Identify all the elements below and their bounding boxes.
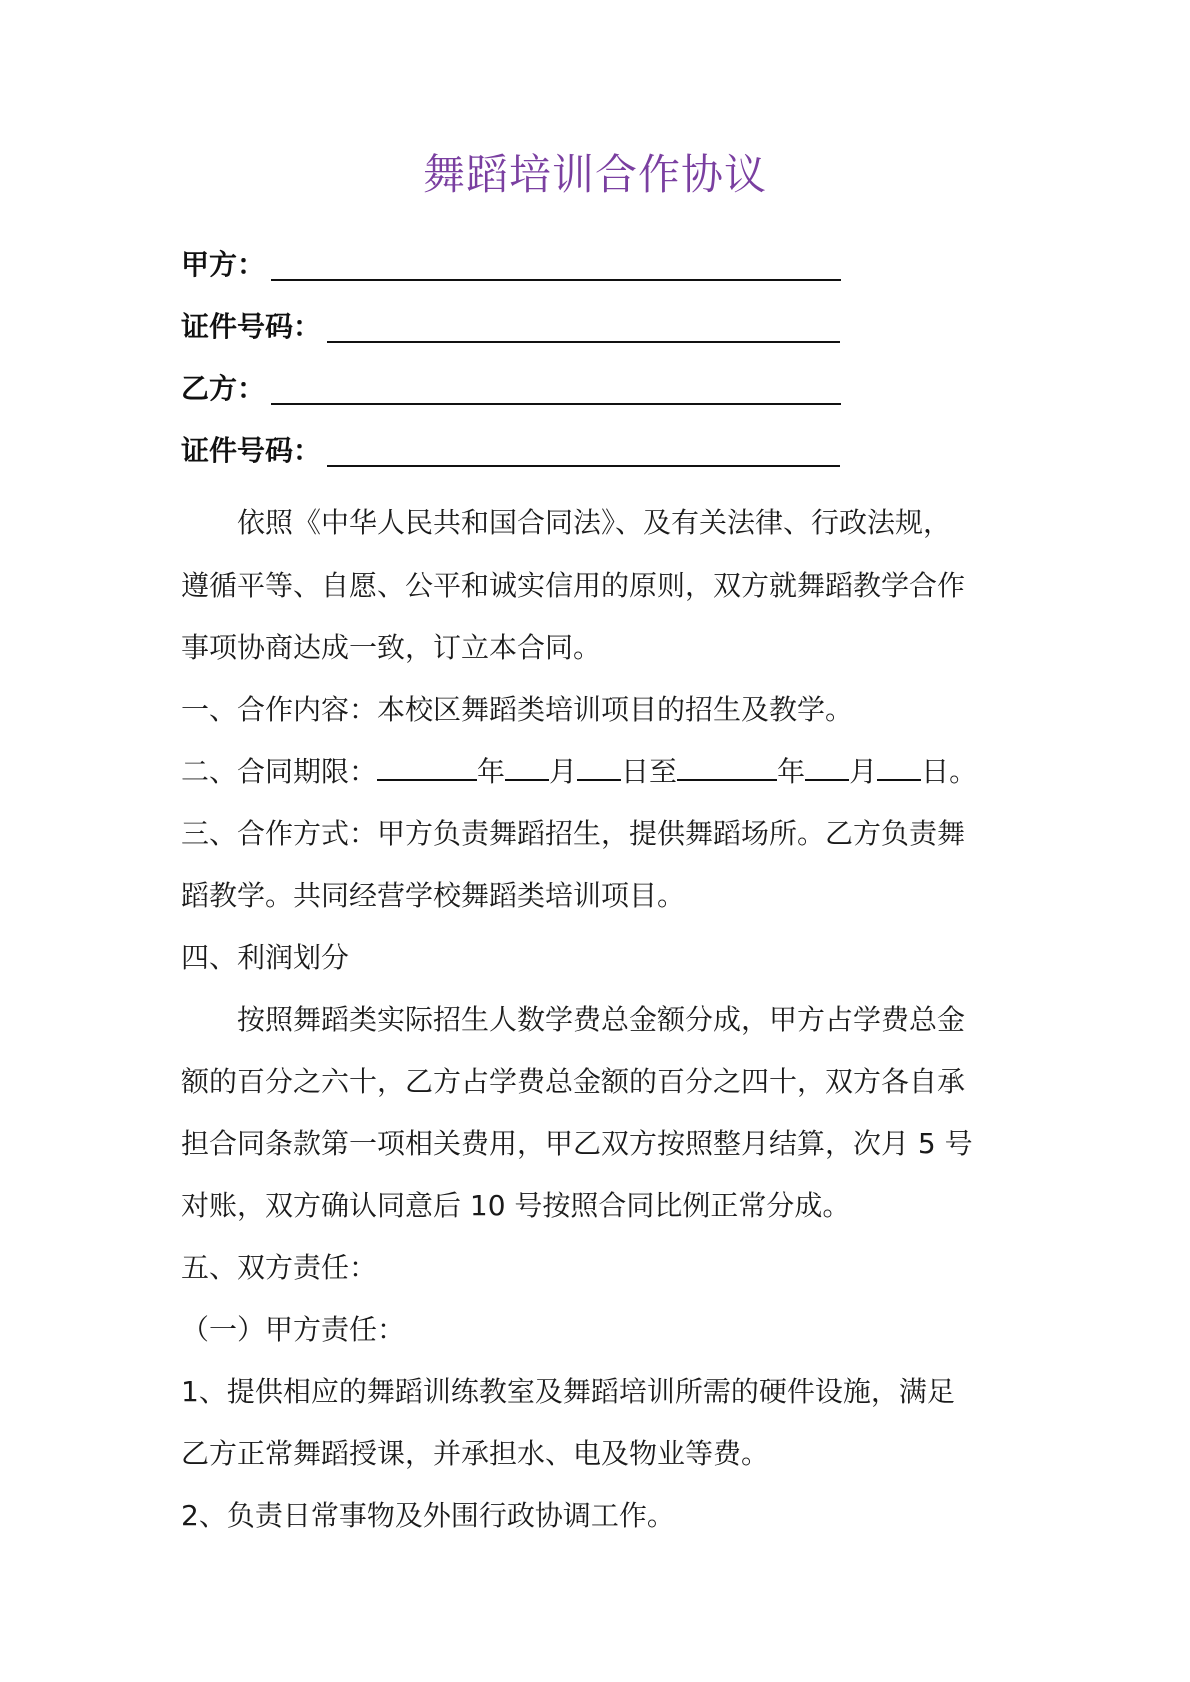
party-b-label: 乙方： xyxy=(181,372,266,405)
party-a-row xyxy=(181,235,841,285)
party-b-id-blank-line xyxy=(327,435,840,467)
end-month-unit: 月 xyxy=(849,755,878,788)
party-b-id-label: 证件号码： xyxy=(181,434,322,467)
duty-2: 2、负责日常事物及外围行政协调工作。 xyxy=(181,1499,675,1532)
clause-3-line-1: 三、合作方式：甲方负责舞蹈招生，提供舞蹈场所。乙方负责舞 xyxy=(181,817,966,850)
party-a-id-blank-line xyxy=(327,311,840,343)
clause-3-line-2: 蹈教学。共同经营学校舞蹈类培训项目。 xyxy=(181,879,686,912)
party-b-blank-line xyxy=(271,373,841,405)
end-year-blank xyxy=(677,753,777,781)
document-title: 舞蹈培训合作协议 xyxy=(422,150,767,199)
profit-line-3: 担合同条款第一项相关费用，甲乙双方按照整月结算，次月 5 号 xyxy=(181,1127,973,1160)
intro-line-3: 事项协商达成一致，订立本合同。 xyxy=(181,631,602,664)
profit-line-1: 按照舞蹈类实际招生人数学费总金额分成，甲方占学费总金 xyxy=(237,1003,966,1036)
start-year-blank xyxy=(377,753,477,781)
start-day-to: 日至 xyxy=(621,755,678,788)
party-a-label: 甲方： xyxy=(181,248,266,281)
clause-1-cooperation-content: 一、合作内容：本校区舞蹈类培训项目的招生及教学。 xyxy=(181,693,854,726)
duty-1-line-1: 1、提供相应的舞蹈训练教室及舞蹈培训所需的硬件设施，满足 xyxy=(181,1375,955,1408)
start-day-blank xyxy=(577,753,621,781)
party-a-duties-heading: （一）甲方责任： xyxy=(181,1313,406,1346)
party-a-id-row xyxy=(181,297,840,347)
clause-5-heading: 五、双方责任： xyxy=(181,1251,378,1284)
intro-line-1: 依照《中华人民共和国合同法》、及有关法律、行政法规， xyxy=(237,506,952,539)
start-year-unit: 年 xyxy=(477,755,506,788)
start-month-unit: 月 xyxy=(549,755,578,788)
clause-2-prefix: 二、合同期限： xyxy=(181,755,378,788)
intro-line-2: 遵循平等、自愿、公平和诚实信用的原则，双方就舞蹈教学合作 xyxy=(181,569,966,602)
clause-4-heading: 四、利润划分 xyxy=(181,941,350,974)
party-b-id-row xyxy=(181,421,840,471)
end-day-blank xyxy=(877,753,921,781)
duty-1-line-2: 乙方正常舞蹈授课，并承担水、电及物业等费。 xyxy=(181,1437,770,1470)
clause-2-contract-term xyxy=(181,740,1017,803)
party-a-blank-line xyxy=(271,249,841,281)
start-month-blank xyxy=(505,753,549,781)
party-b-row xyxy=(181,359,841,409)
profit-line-4: 对账，双方确认同意后 10 号按照合同比例正常分成。 xyxy=(181,1189,851,1222)
end-day-unit: 日。 xyxy=(921,755,978,788)
end-year-unit: 年 xyxy=(777,755,806,788)
profit-line-2: 额的百分之六十，乙方占学费总金额的百分之四十，双方各自承 xyxy=(181,1065,966,1098)
end-month-blank xyxy=(805,753,849,781)
party-a-id-label: 证件号码： xyxy=(181,310,322,343)
